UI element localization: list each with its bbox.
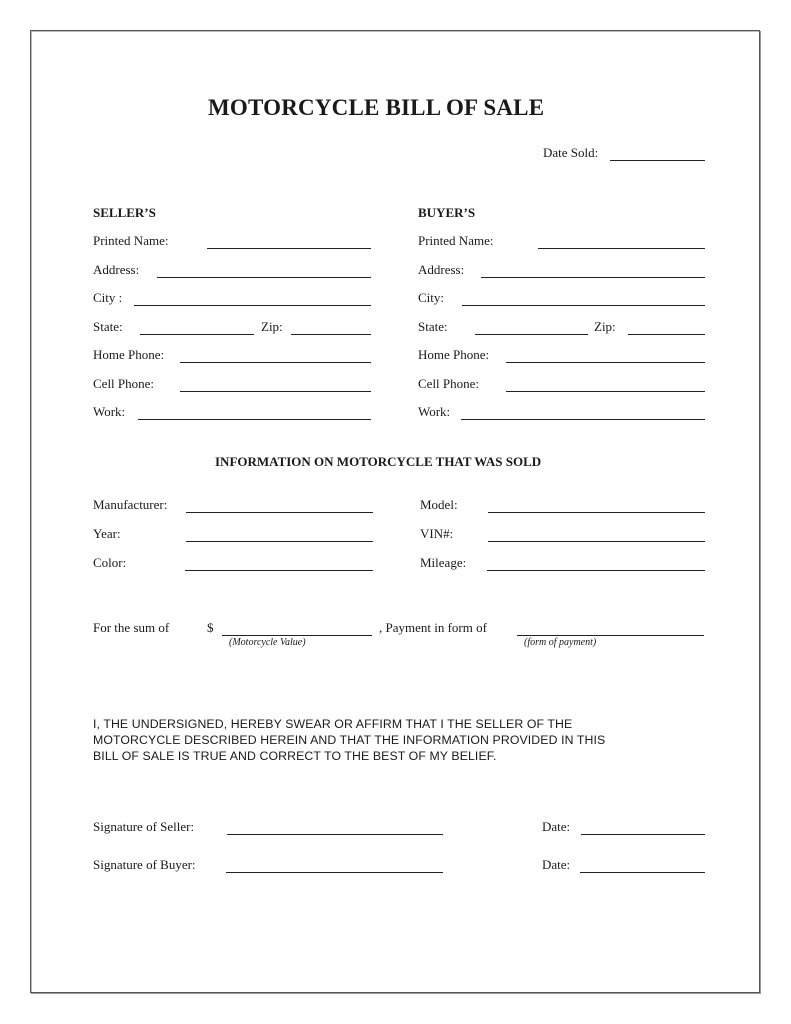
seller-zip-label: Zip:: [261, 319, 283, 334]
buyer-home-phone-field[interactable]: [506, 346, 705, 363]
buyer-address-label: Address:: [418, 262, 465, 277]
seller-work-field[interactable]: [138, 403, 371, 420]
buyer-cell-phone-field[interactable]: [506, 375, 705, 392]
buyer-address-field[interactable]: [481, 261, 705, 278]
mileage-label: Mileage:: [420, 555, 467, 570]
seller-state-field[interactable]: [140, 318, 254, 335]
buyer-work-field[interactable]: [461, 403, 705, 420]
seller-signature-field[interactable]: [227, 818, 443, 835]
dollar-sign: $: [207, 620, 214, 635]
motorcycle-value-hint: (Motorcycle Value): [229, 637, 306, 648]
seller-zip-field[interactable]: [291, 318, 371, 335]
mileage-field[interactable]: [487, 554, 705, 571]
buyer-date-label: Date:: [542, 857, 571, 872]
seller-printed-name-label: Printed Name:: [93, 233, 169, 248]
buyer-city-label: City:: [418, 290, 445, 305]
seller-home-phone-label: Home Phone:: [93, 347, 165, 362]
seller-heading: SELLER’S: [93, 205, 156, 220]
seller-state-label: State:: [93, 319, 123, 334]
date-sold-field[interactable]: [610, 144, 705, 161]
model-field[interactable]: [488, 496, 705, 513]
manufacturer-label: Manufacturer:: [93, 497, 168, 512]
affirmation-line-1: I, THE UNDERSIGNED, HEREBY SWEAR OR AFFIRM THAT I THE SELLER OF THE: [93, 717, 573, 731]
seller-city-label: City :: [93, 290, 123, 305]
seller-cell-phone-label: Cell Phone:: [93, 376, 155, 391]
vin-label: VIN#:: [420, 526, 454, 541]
color-label: Color:: [93, 555, 127, 570]
affirmation-line-3: BILL OF SALE IS TRUE AND CORRECT TO THE BEST OF MY BELIEF.: [93, 749, 497, 763]
payment-form-hint: (form of payment): [524, 637, 597, 648]
motorcycle-info-heading: INFORMATION ON MOTORCYCLE THAT WAS SOLD: [215, 454, 542, 469]
form-title: MOTORCYCLE BILL OF SALE: [208, 95, 545, 120]
date-sold-label: Date Sold:: [543, 145, 599, 160]
buyer-heading: BUYER’S: [418, 205, 476, 220]
buyer-date-field[interactable]: [580, 856, 705, 873]
buyer-state-field[interactable]: [475, 318, 588, 335]
color-field[interactable]: [185, 554, 373, 571]
vin-field[interactable]: [488, 525, 705, 542]
seller-cell-phone-field[interactable]: [180, 375, 371, 392]
seller-city-field[interactable]: [134, 289, 371, 306]
seller-date-label: Date:: [542, 819, 571, 834]
buyer-signature-label: Signature of Buyer:: [93, 857, 196, 872]
buyer-printed-name-field[interactable]: [538, 232, 705, 249]
buyer-work-label: Work:: [418, 404, 451, 419]
buyer-home-phone-label: Home Phone:: [418, 347, 490, 362]
buyer-cell-phone-label: Cell Phone:: [418, 376, 480, 391]
seller-home-phone-field[interactable]: [180, 346, 371, 363]
seller-address-label: Address:: [93, 262, 140, 277]
year-field[interactable]: [186, 525, 373, 542]
buyer-zip-field[interactable]: [628, 318, 705, 335]
buyer-city-field[interactable]: [462, 289, 705, 306]
manufacturer-field[interactable]: [186, 496, 373, 513]
buyer-printed-name-label: Printed Name:: [418, 233, 494, 248]
payment-form-field[interactable]: [517, 619, 704, 636]
buyer-state-label: State:: [418, 319, 448, 334]
affirmation-line-2: MOTORCYCLE DESCRIBED HEREIN AND THAT THE INFORMATION PROVIDED IN THIS: [93, 733, 606, 747]
buyer-zip-label: Zip:: [594, 319, 616, 334]
seller-signature-label: Signature of Seller:: [93, 819, 195, 834]
seller-printed-name-field[interactable]: [207, 232, 371, 249]
sum-label: For the sum of: [93, 620, 170, 635]
seller-date-field[interactable]: [581, 818, 705, 835]
motorcycle-value-field[interactable]: [222, 619, 372, 636]
year-label: Year:: [93, 526, 121, 541]
payment-form-label: , Payment in form of: [379, 620, 487, 635]
buyer-signature-field[interactable]: [226, 856, 443, 873]
seller-work-label: Work:: [93, 404, 126, 419]
seller-address-field[interactable]: [157, 261, 371, 278]
model-label: Model:: [420, 497, 458, 512]
